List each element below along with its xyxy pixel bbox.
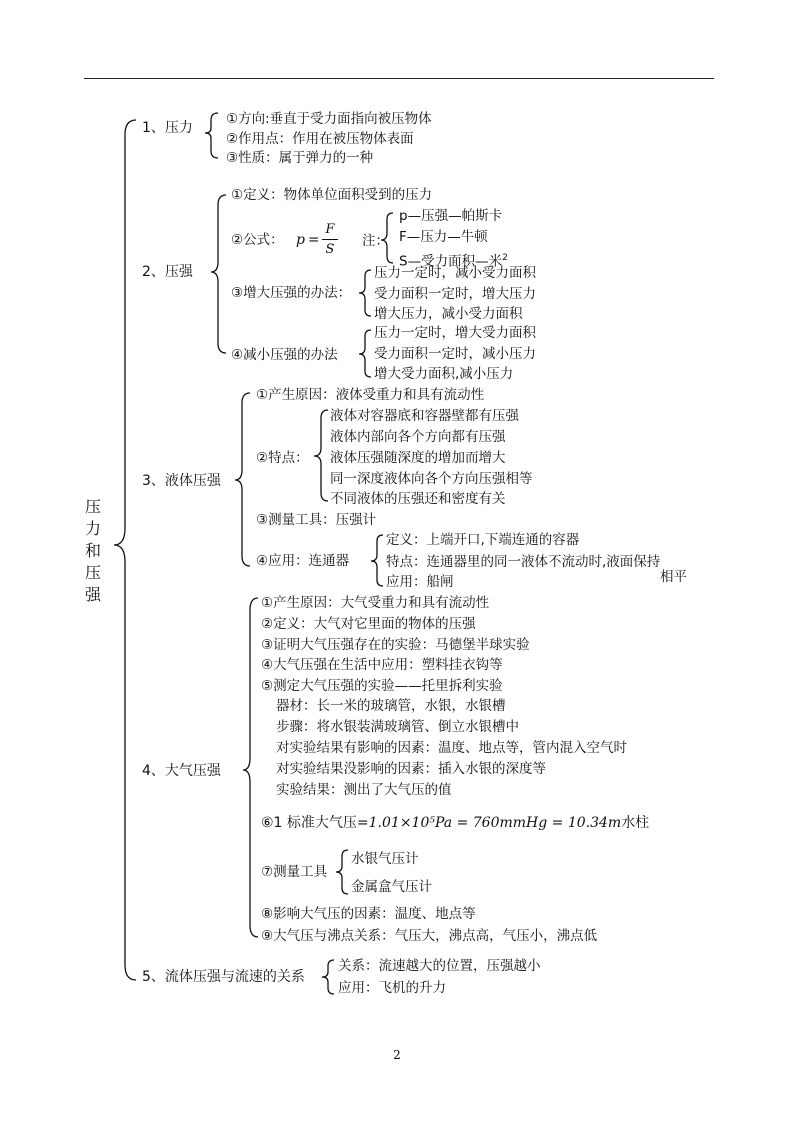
s1-item: ②作用点：作用在被压物体表面 bbox=[226, 131, 414, 147]
s2-definition: ①定义：物体单位面积受到的压力 bbox=[231, 187, 433, 203]
s5-item: 应用：飞机的升力 bbox=[338, 980, 446, 996]
page-number: 2 bbox=[393, 1048, 401, 1062]
s3-application-tail: 相平 bbox=[660, 569, 687, 585]
s4-tool-item: 水银气压计 bbox=[351, 851, 419, 867]
s4-std-unit: 水柱 bbox=[621, 815, 650, 831]
s3-brace bbox=[235, 393, 250, 566]
s3-tool: ③测量工具：压强计 bbox=[256, 512, 377, 528]
s2-decrease-item: 受力面积一定时，减小压力 bbox=[374, 346, 536, 362]
s3-application-item: 特点：连通器里的同一液体不流动时,液面保持 bbox=[386, 554, 661, 570]
formula-fraction bbox=[322, 222, 338, 257]
s3-feature-item: 同一深度液体向各个方向压强相等 bbox=[330, 471, 533, 487]
s4-item: 步骤：将水银装满玻璃管、倒立水银槽中 bbox=[276, 719, 519, 735]
s4-factors: ⑧影响大气压的因素：温度、地点等 bbox=[261, 906, 476, 922]
s4-item: 器材：长一米的玻璃管，水银，水银槽 bbox=[276, 698, 506, 714]
s2-note-label: 注： bbox=[362, 233, 389, 249]
s3-cause: ①产生原因：液体受重力和具有流动性 bbox=[256, 387, 485, 403]
s4-brace bbox=[243, 598, 258, 937]
fraction-bar bbox=[322, 239, 338, 240]
s1-item: ③性质：属于弹力的一种 bbox=[226, 150, 374, 166]
s4-item: ②定义：大气对它里面的物体的压强 bbox=[261, 616, 476, 632]
s4-std-formula: =1.01×10⁵Pa = 760mmHg = 10.34m bbox=[356, 815, 622, 831]
s4-std-prefix: ⑥1 标准大气压 bbox=[261, 815, 357, 831]
section-title-fluid-pressure: 5、流体压强与流速的关系 bbox=[142, 969, 305, 985]
s4-item: ④大气压强在生活中应用：塑料挂衣钩等 bbox=[261, 657, 503, 673]
s3-feature-item: 液体压强随深度的增加而增大 bbox=[330, 450, 506, 466]
s2-increase-item: 增大压力，减小受力面积 bbox=[374, 306, 523, 322]
s4-item: 实验结果：测出了大气压的值 bbox=[276, 782, 452, 798]
s2-note-item: p—压强—帕斯卡 bbox=[399, 208, 503, 224]
s2-inc-brace bbox=[359, 270, 371, 316]
section-title-pressure: 2、压强 bbox=[142, 264, 193, 280]
s3-feature-item: 液体对容器底和容器壁都有压强 bbox=[330, 408, 519, 424]
s2-increase-label: ③增大压强的办法： bbox=[231, 285, 352, 301]
s4-item: 对实验结果有影响的因素：温度、地点等，管内混入空气时 bbox=[276, 740, 627, 756]
s2-decrease-label: ④减小压强的办法 bbox=[231, 347, 338, 363]
s5-brace bbox=[322, 960, 334, 994]
s4-item: 对实验结果没影响的因素：插入水银的深度等 bbox=[276, 761, 546, 777]
root-topic: 压力和压强 bbox=[84, 497, 101, 604]
s4-tool-label: ⑦测量工具 bbox=[261, 864, 328, 880]
s2-formula-label: ②公式： bbox=[231, 232, 284, 248]
s2-note-item-text: S—受力面积—米 bbox=[399, 253, 503, 270]
s4-item: ⑤测定大气压强的实验——托里拆利实验 bbox=[261, 678, 503, 694]
s5-item: 关系：流速越大的位置，压强越小 bbox=[338, 958, 541, 974]
s2-note-item: F—压力—牛顿 bbox=[399, 229, 488, 245]
s4-tool-item: 金属盒气压计 bbox=[351, 879, 432, 895]
s2-increase-item: 压力一定时，减小受力面积 bbox=[374, 265, 536, 281]
s3-features-label: ②特点： bbox=[256, 450, 309, 466]
s3-feature-item: 液体内部向各个方向都有压强 bbox=[330, 429, 506, 445]
s3-application-label: ④应用：连通器 bbox=[256, 553, 350, 569]
s4-boiling-point: ⑨大气压与沸点关系：气压大，沸点高，气压小，沸点低 bbox=[261, 928, 598, 944]
s3-feature-item: 不同液体的压强还和密度有关 bbox=[330, 491, 506, 507]
s1-brace bbox=[205, 113, 218, 158]
s1-item: ①方向:垂直于受力面指向被压物体 bbox=[226, 111, 432, 127]
s2-decrease-item: 压力一定时，增大受力面积 bbox=[374, 325, 536, 341]
s2-note-sup: 2 bbox=[502, 253, 508, 263]
section-title-atmospheric-pressure: 4、大气压强 bbox=[142, 763, 221, 779]
s4-standard-pressure bbox=[261, 815, 649, 831]
s2-dec-brace bbox=[359, 330, 371, 377]
s4-item: ③证明大气压强存在的实验：马德堡半球实验 bbox=[261, 637, 530, 653]
s2-increase-item: 受力面积一定时，增大压力 bbox=[374, 286, 536, 302]
formula-numerator: F bbox=[325, 222, 335, 237]
s2-decrease-item: 增大受力面积,减小压力 bbox=[374, 366, 514, 382]
formula-equals: = bbox=[308, 232, 320, 248]
section-title-liquid-pressure: 3、液体压强 bbox=[142, 473, 221, 489]
s4-item: ①产生原因：大气受重力和具有流动性 bbox=[261, 595, 490, 611]
s3-application-item: 定义：上端开口,下端连通的容器 bbox=[386, 532, 580, 548]
formula-p: p bbox=[296, 232, 305, 248]
s3-feat-brace bbox=[314, 410, 328, 501]
section-title-pressure-force: 1、压力 bbox=[142, 120, 193, 136]
s4-tool-brace bbox=[336, 850, 348, 894]
formula-denominator: S bbox=[325, 242, 335, 257]
s3-application-item: 应用：船闸 bbox=[386, 574, 454, 590]
s3-app-brace bbox=[371, 535, 383, 586]
root-brace bbox=[114, 120, 136, 980]
s2-brace bbox=[211, 195, 226, 353]
